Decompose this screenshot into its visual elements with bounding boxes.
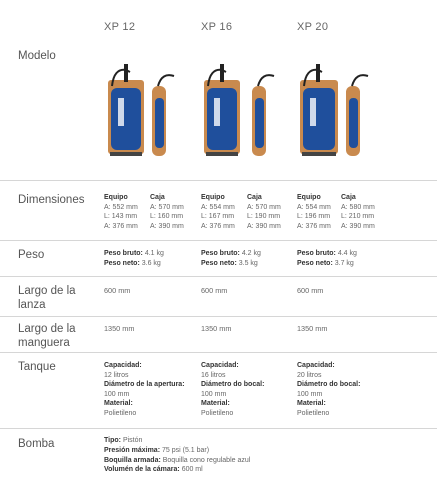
tanque-mat-label: Material: — [201, 400, 230, 408]
bomba-tipo-value: Pistón — [122, 437, 143, 444]
divider — [0, 352, 437, 353]
tanque-cap-value: 16 litros — [201, 371, 226, 379]
tanque-diam-value: 100 mm — [104, 390, 130, 398]
dim-value: L: 160 mm — [150, 213, 184, 221]
header-xp16: XP 16 — [201, 21, 233, 33]
dim-value: A: 552 mm — [104, 203, 138, 211]
tanque-diam-label: Diámetro do bocal: — [297, 381, 361, 389]
tanque-mat-label: Material: — [104, 400, 133, 408]
peso-neto-value: 3.5 kg — [238, 259, 258, 267]
label-line: Largo de la — [18, 323, 76, 335]
dim-xp20-caja — [341, 193, 375, 231]
dim-value: A: 376 mm — [104, 222, 138, 230]
label-bomba: Bomba — [18, 438, 55, 450]
bomba-volumen-label: Volumén de la cámara: — [104, 466, 180, 474]
manguera-xp20: 1350 mm — [297, 324, 328, 333]
tanque-diam-label: Diámetro do bocal: — [201, 381, 265, 389]
bomba-presion-label: Presión máxima: — [104, 446, 161, 454]
header-xp12: XP 12 — [104, 21, 136, 33]
dim-xp12-caja — [150, 193, 184, 231]
bomba-specs — [104, 436, 250, 475]
dim-value: A: 554 mm — [201, 203, 235, 211]
dim-value: A: 390 mm — [247, 222, 281, 230]
product-image-xp16 — [200, 58, 280, 166]
tanque-mat-label: Material: — [297, 400, 326, 408]
divider — [0, 276, 437, 277]
tanque-mat-value: Polietileno — [297, 409, 330, 417]
peso-bruto-label: Peso bruto: — [297, 250, 336, 257]
label-peso: Peso — [18, 249, 45, 261]
dim-xp12-equipo — [104, 193, 138, 231]
tanque-diam-value: 100 mm — [297, 390, 323, 398]
dim-value: A: 570 mm — [247, 203, 281, 211]
divider — [0, 428, 437, 429]
tanque-cap-label: Capacidad: — [104, 362, 142, 369]
dim-xp16-caja — [247, 193, 281, 231]
tanque-diam-value: 100 mm — [201, 390, 227, 398]
dim-value: A: 390 mm — [150, 222, 184, 230]
dim-value: L: 210 mm — [341, 213, 375, 221]
dim-value: A: 554 mm — [297, 203, 331, 211]
tanque-mat-value: Polietileno — [201, 409, 234, 417]
peso-bruto-value: 4.4 kg — [337, 250, 357, 257]
dim-value: L: 196 mm — [297, 213, 331, 221]
sprayer-icon — [300, 64, 368, 156]
divider — [0, 316, 437, 317]
tanque-cap-label: Capacidad: — [297, 362, 335, 369]
tanque-diam-label: Diámetro de la apertura: — [104, 381, 185, 389]
label-largo-lanza — [18, 284, 76, 312]
tanque-mat-value: Polietileno — [104, 409, 137, 417]
tanque-cap-label: Capacidad: — [201, 362, 239, 369]
dim-head-equipo: Equipo — [297, 194, 321, 201]
lanza-xp12: 600 mm — [104, 286, 131, 295]
divider — [0, 240, 437, 241]
product-image-xp20 — [296, 58, 376, 166]
peso-bruto-value: 4.2 kg — [241, 250, 261, 257]
dim-value: L: 167 mm — [201, 213, 235, 221]
sprayer-icon — [204, 64, 274, 156]
sprayer-icon — [108, 64, 174, 156]
bomba-boquilla-value: Boquilla cono regulable azul — [162, 456, 251, 464]
dim-value: A: 376 mm — [201, 222, 235, 230]
tanque-xp20 — [297, 361, 360, 419]
label-line: lanza — [18, 299, 46, 311]
peso-neto-label: Peso neto: — [297, 259, 333, 267]
product-image-xp12 — [104, 58, 184, 166]
dim-head-caja: Caja — [247, 194, 262, 201]
label-modelo: Modelo — [18, 50, 56, 62]
tanque-cap-value: 20 litros — [297, 371, 322, 379]
dim-head-caja: Caja — [341, 194, 356, 201]
header-xp20: XP 20 — [297, 21, 329, 33]
lanza-xp20: 600 mm — [297, 286, 324, 295]
peso-neto-value: 3.6 kg — [141, 259, 161, 267]
bomba-presion-value: 75 psi (5.1 bar) — [161, 446, 210, 454]
dim-xp16-equipo — [201, 193, 235, 231]
tanque-cap-value: 12 litros — [104, 371, 129, 379]
peso-xp12 — [104, 249, 164, 268]
peso-bruto-value: 4.1 kg — [144, 250, 164, 257]
dim-xp20-equipo — [297, 193, 331, 231]
divider — [0, 180, 437, 181]
peso-neto-label: Peso neto: — [201, 259, 237, 267]
peso-neto-label: Peso neto: — [104, 259, 140, 267]
manguera-xp16: 1350 mm — [201, 324, 232, 333]
peso-neto-value: 3.7 kg — [334, 259, 354, 267]
dim-head-equipo: Equipo — [104, 194, 128, 201]
dim-value: L: 143 mm — [104, 213, 138, 221]
peso-bruto-label: Peso bruto: — [201, 250, 240, 257]
dim-value: L: 190 mm — [247, 213, 281, 221]
label-line: manguera — [18, 337, 70, 349]
lanza-xp16: 600 mm — [201, 286, 228, 295]
bomba-volumen-value: 600 ml — [181, 466, 203, 474]
dim-value: A: 570 mm — [150, 203, 184, 211]
tanque-xp16 — [201, 361, 264, 419]
bomba-boquilla-label: Boquilla armada: — [104, 456, 161, 464]
label-tanque: Tanque — [18, 361, 56, 373]
label-line: Largo de la — [18, 285, 76, 297]
dim-head-caja: Caja — [150, 194, 165, 201]
dim-value: A: 390 mm — [341, 222, 375, 230]
peso-xp20 — [297, 249, 357, 268]
tanque-xp12 — [104, 361, 185, 419]
label-largo-manguera — [18, 322, 76, 350]
dim-value: A: 376 mm — [297, 222, 331, 230]
manguera-xp12: 1350 mm — [104, 324, 135, 333]
bomba-tipo-label: Tipo: — [104, 437, 121, 444]
peso-bruto-label: Peso bruto: — [104, 250, 143, 257]
label-dimensiones: Dimensiones — [18, 194, 85, 206]
peso-xp16 — [201, 249, 261, 268]
dim-head-equipo: Equipo — [201, 194, 225, 201]
dim-value: A: 580 mm — [341, 203, 375, 211]
